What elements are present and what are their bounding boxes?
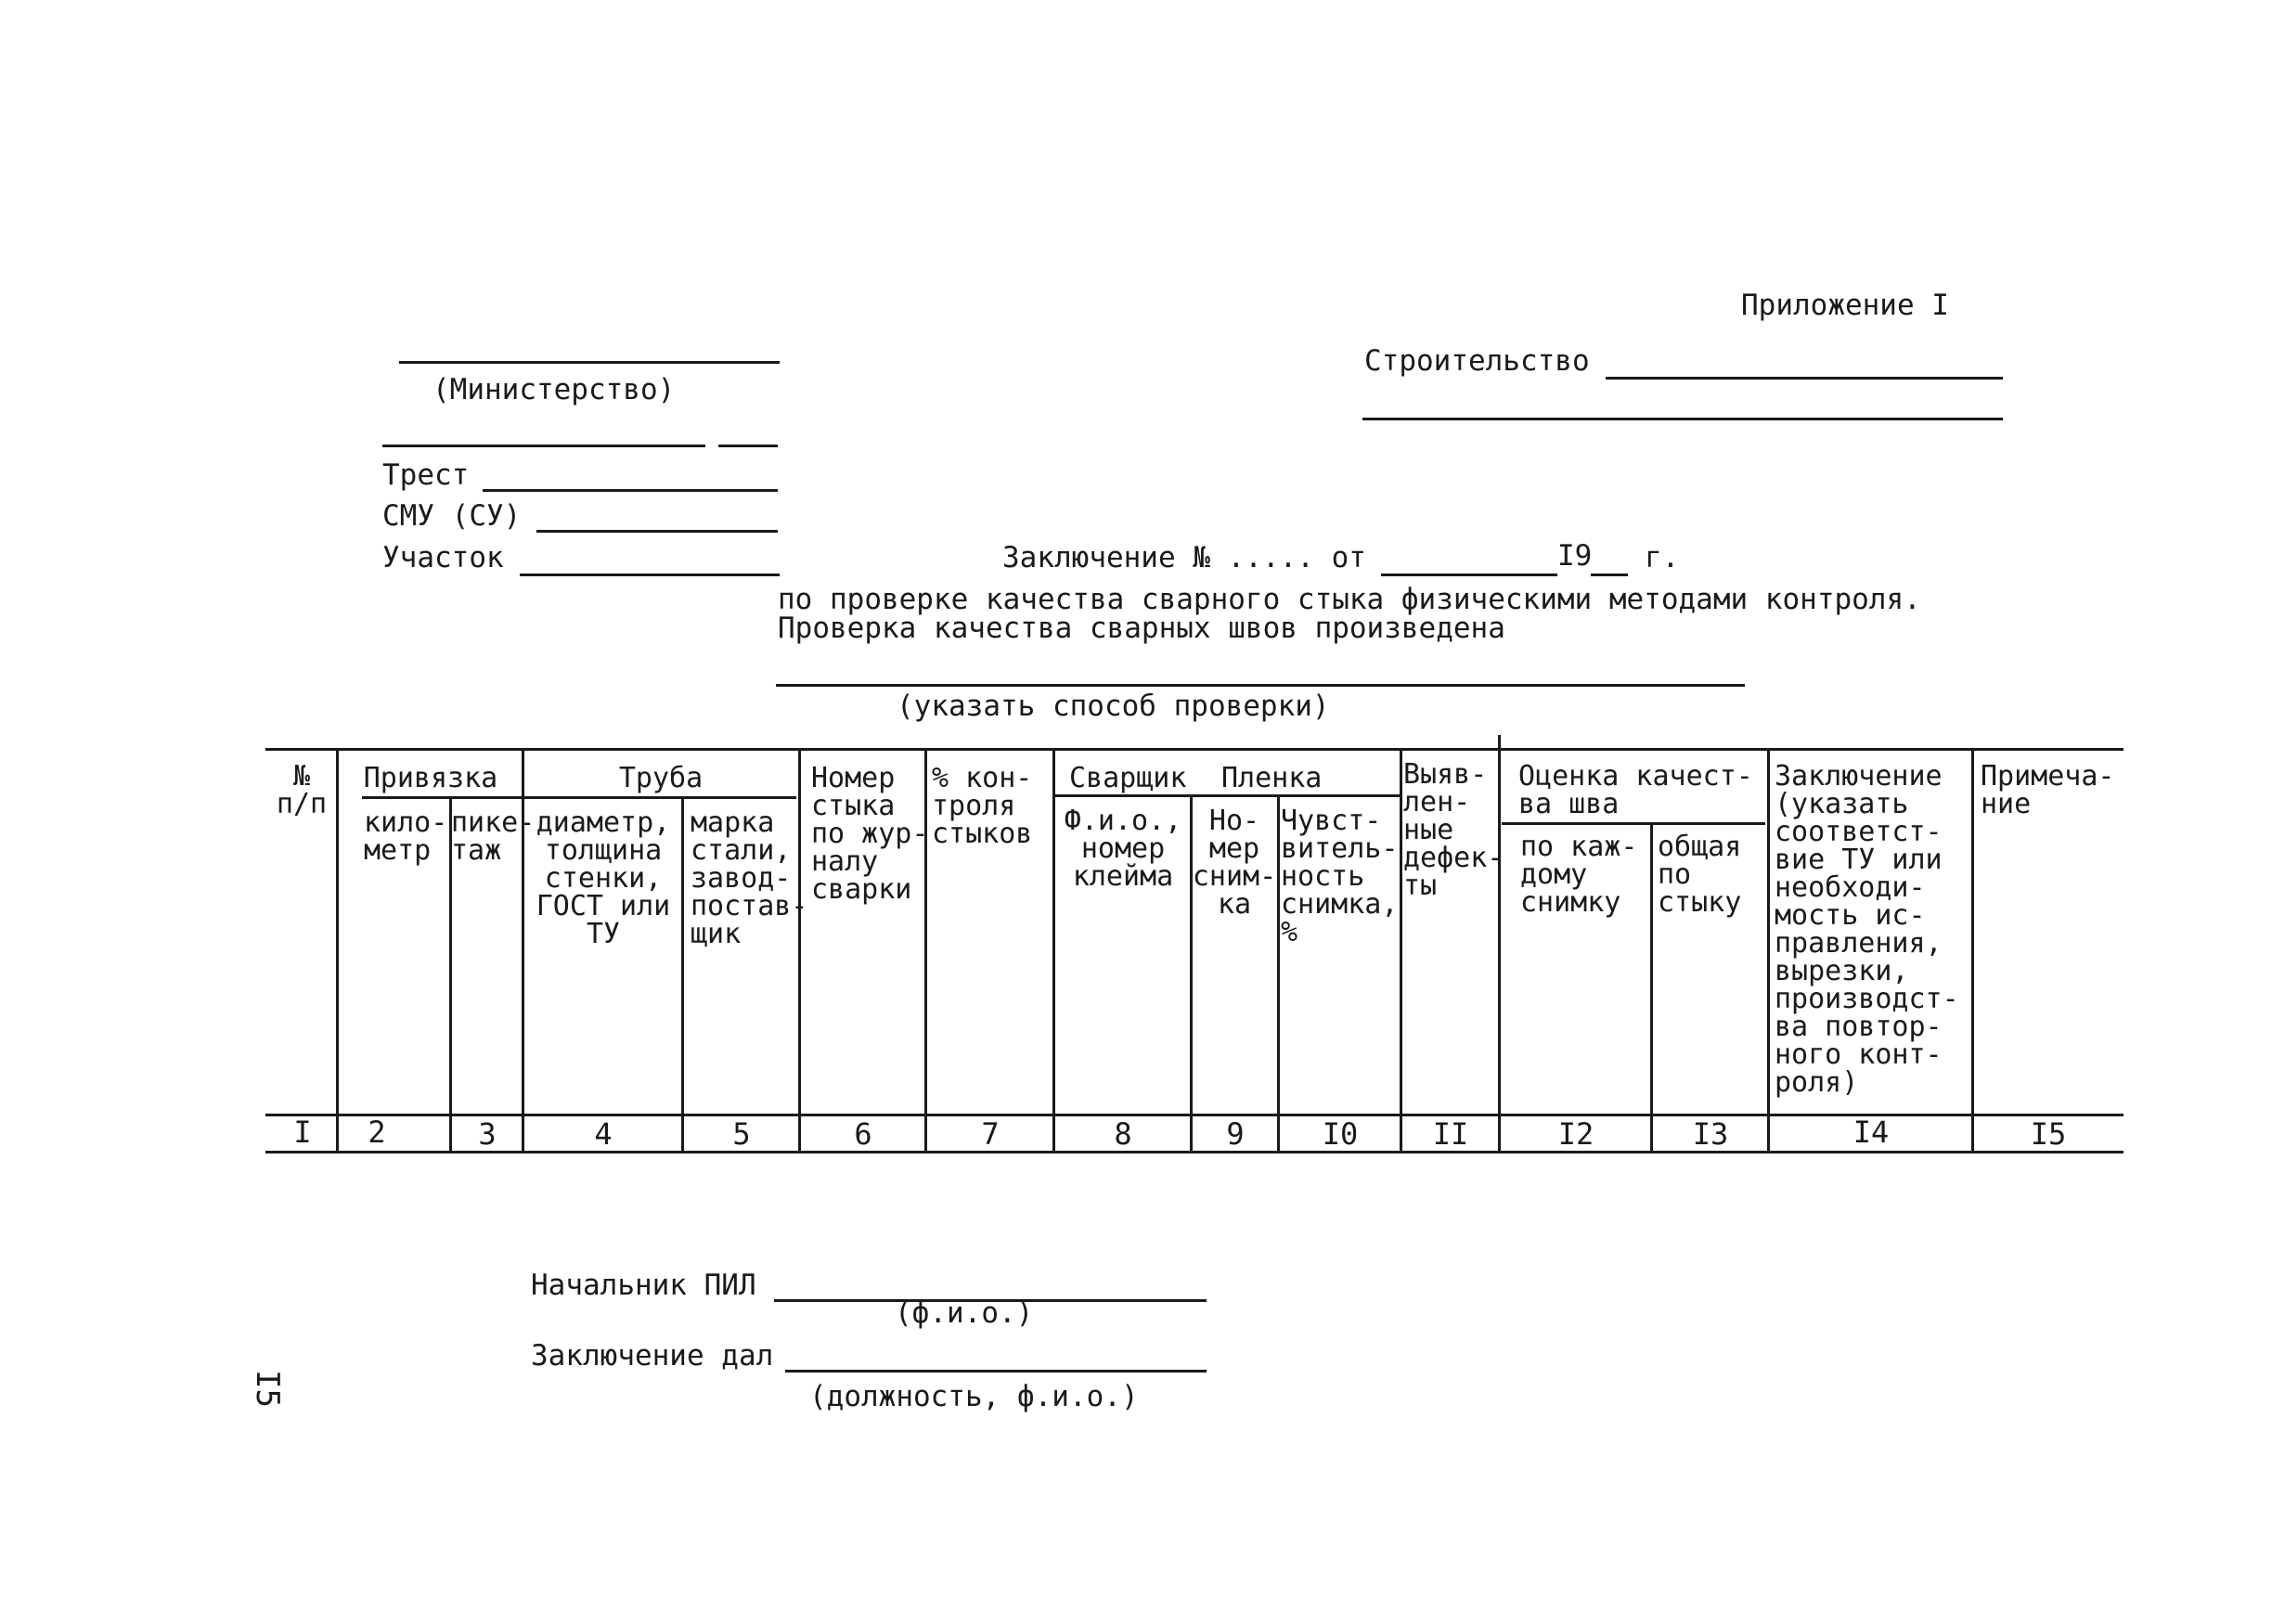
construction-line-2 <box>1362 418 2003 420</box>
col-divider <box>336 748 339 1153</box>
col-divider <box>1052 748 1055 1153</box>
col-divider <box>1767 748 1770 1153</box>
col-number: 9 <box>1226 1116 1245 1152</box>
method-caption: (указать способ проверки) <box>897 690 1330 723</box>
construction-label: Строительство <box>1364 344 1590 378</box>
smu-label: СМУ (СУ) <box>382 499 522 533</box>
trust-label: Трест <box>382 458 470 492</box>
table-bottom-line <box>265 1151 2124 1154</box>
conclusion-title: Заключение № ..... от <box>1002 541 1366 574</box>
header-col-7: % кон- троля стыков <box>932 762 1033 850</box>
header-col-3: пике- таж <box>451 806 536 867</box>
group-subline-binding <box>362 796 522 799</box>
col-number: I0 <box>1322 1116 1359 1152</box>
header-col-13: общая по стыку <box>1658 831 1742 919</box>
year-line <box>1591 574 1628 576</box>
col-number: I <box>293 1115 312 1150</box>
given-line <box>785 1370 1207 1373</box>
col-divider <box>1650 822 1653 1153</box>
col-number: I3 <box>1692 1116 1729 1152</box>
conclusion-line-1: по проверке качества сварного стыка физическими методами контроля. <box>778 583 1921 616</box>
given-caption: (должность, ф.и.о.) <box>809 1380 1139 1413</box>
header-col-6: Номер стыка по жур- налу сварки <box>811 762 929 906</box>
construction-line <box>1606 377 2003 380</box>
method-line <box>776 684 1745 687</box>
header-col-10: Чувст- витель- ность снимка, % <box>1281 805 1399 948</box>
header-col-1: № п/п <box>276 760 328 820</box>
header-col-15: Примеча- ние <box>1981 760 2115 820</box>
group-quality: Оценка качест- ва шва <box>1518 760 1753 820</box>
group-subline-welder-film <box>1052 794 1400 797</box>
smu-line <box>536 530 778 533</box>
ministry-caption: (Министерство) <box>432 373 676 406</box>
header-col-12: по каж- дому снимку <box>1520 831 1638 919</box>
chief-label: Начальник ПИЛ <box>531 1269 756 1302</box>
col-divider <box>1277 794 1280 1153</box>
conclusion-line-2: Проверка качества сварных швов произведена <box>778 612 1505 645</box>
col-divider <box>1971 748 1974 1153</box>
col-divider <box>1400 748 1402 1153</box>
col-number: II <box>1432 1116 1469 1152</box>
group-film: Пленка <box>1221 762 1323 794</box>
section-line <box>520 574 780 576</box>
col-number: 3 <box>478 1116 497 1152</box>
appendix-label: Приложение I <box>1741 289 1949 322</box>
chief-caption: (ф.и.о.) <box>895 1296 1034 1330</box>
group-subline-pipe <box>522 796 796 799</box>
header-col-8: Ф.и.о., номер клейма <box>1064 805 1182 893</box>
ministry-line <box>399 361 780 364</box>
group-welder: Сварщик <box>1069 762 1187 794</box>
ministry-line-3 <box>718 445 778 447</box>
col-number: 6 <box>854 1116 872 1152</box>
header-col-5: марка стали, завод- постав- щик <box>691 806 808 950</box>
header-col-9: Но- мер сним- ка <box>1192 805 1277 921</box>
year-prefix: I9 <box>1557 539 1593 573</box>
section-label: Участок <box>382 541 504 574</box>
given-label: Заключение дал <box>531 1339 774 1373</box>
group-pipe: Труба <box>618 762 704 794</box>
col-number: 7 <box>981 1116 1000 1152</box>
page-number: I5 <box>249 1370 286 1408</box>
col-number: I4 <box>1852 1115 1890 1150</box>
date-line <box>1381 574 1557 576</box>
col-number: 8 <box>1114 1116 1132 1152</box>
group-subline-quality <box>1502 822 1765 825</box>
col-number: 4 <box>594 1116 613 1152</box>
ministry-line-2 <box>382 445 705 447</box>
header-col-11: Выяв- лен- ные дефек- ты <box>1403 758 1504 902</box>
header-bottom-line <box>265 1114 2124 1116</box>
header-col-4: диаметр, толщина стенки, ГОСТ или ТУ <box>536 806 671 950</box>
group-binding: Привязка <box>363 762 498 794</box>
col-number: 5 <box>732 1116 751 1152</box>
col-number: 2 <box>368 1115 386 1150</box>
col-number: I2 <box>1557 1116 1594 1152</box>
col-number: I5 <box>2030 1116 2067 1152</box>
table-top-line <box>265 748 2124 751</box>
trust-line <box>483 489 778 492</box>
header-col-2: кило- метр <box>364 806 448 867</box>
year-suffix: г. <box>1645 541 1680 574</box>
header-col-14: Заключение (указать соответст- вие ТУ или необходи- мость ис- правления, вырезки, производст- ва повтор- ного конт- роля) <box>1775 760 1959 1099</box>
